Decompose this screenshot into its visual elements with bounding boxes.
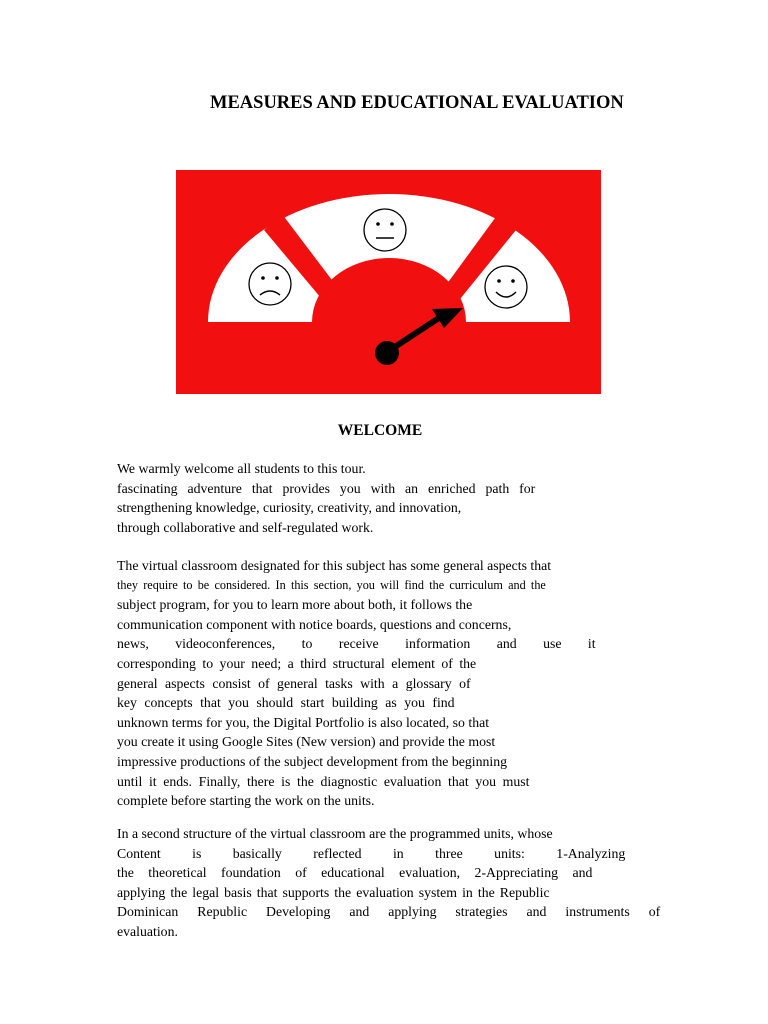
text-line: Dominican Republic Developing and applying strategies and instruments of [117, 904, 661, 920]
gauge-illustration [176, 170, 601, 394]
text-line: communication component with notice boards, questions and concerns, [117, 616, 512, 632]
text-line: key concepts that you should start building as you find [117, 695, 455, 711]
paragraph-programmed-units [117, 824, 661, 942]
text-line: general aspects consist of general tasks with a glossary of [117, 675, 471, 691]
neutral-face-icon [364, 209, 406, 251]
text-line: unknown terms for you, the Digital Portfolio is also located, so that [117, 714, 490, 730]
text-line: In a second structure of the virtual classroom are the programmed units, whose [117, 826, 553, 841]
happy-face-icon [485, 266, 527, 308]
text-line: news, videoconferences, to receive information and use it [117, 636, 596, 652]
welcome-heading: WELCOME [337, 422, 423, 439]
text-line: impressive productions of the subject development from the beginning [117, 753, 508, 769]
paragraph-virtual-classroom [117, 556, 632, 811]
text-line: applying the legal basis that supports the evaluation system in the Republic [117, 884, 550, 900]
text-line: corresponding to your need; a third structural element of the [117, 655, 477, 671]
text-line: We warmly welcome all students to this tour. [117, 461, 366, 476]
text-line: they require to be considered. In this section, you will find the curriculum and the [117, 577, 546, 592]
text-line: Content is basically reflected in three units: 1-Analyzing [117, 845, 626, 861]
text-line: strengthening knowledge, curiosity, creativity, and innovation, [117, 500, 462, 516]
text-line: the theoretical foundation of educational evaluation, 2-Appreciating and [117, 865, 593, 881]
text-line: complete before starting the work on the units. [117, 793, 375, 809]
text-line: fascinating adventure that provides you with an enriched path for [117, 480, 536, 496]
text-line: The virtual classroom designated for this subject has some general aspects that [117, 558, 552, 573]
text-line: until it ends. Finally, there is the diagnostic evaluation that you must [117, 773, 530, 789]
paragraph-welcome [117, 459, 632, 537]
text-line: through collaborative and self-regulated work. [117, 519, 374, 535]
text-line: you create it using Google Sites (New version) and provide the most [117, 734, 496, 750]
sad-face-icon [249, 263, 291, 305]
page-title: MEASURES AND EDUCATIONAL EVALUATION [210, 93, 624, 113]
text-line: subject program, for you to learn more about both, it follows the [117, 597, 473, 613]
text-line: evaluation. [117, 923, 178, 939]
